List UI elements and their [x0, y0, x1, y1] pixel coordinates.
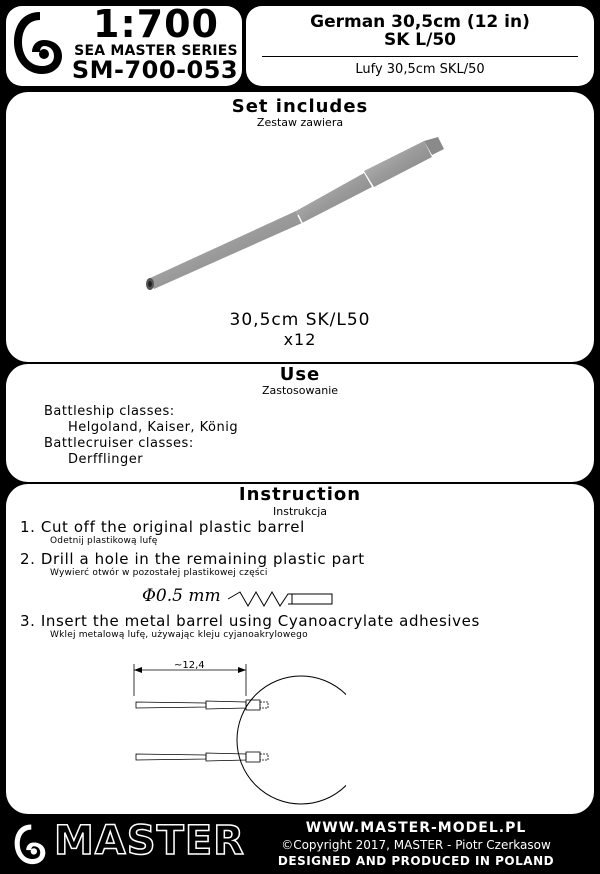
set-includes-heading: Set includes — [231, 96, 369, 117]
use-heading-pl: Zastosowanie — [261, 384, 339, 397]
master-logo-icon — [10, 8, 66, 80]
step-3-text-pl: Wklej metalową lufę, używając kleju cyjanoakrylowego — [50, 630, 308, 640]
copyright-notice: ©Copyright 2017, MASTER - Piotr Czerkasow — [281, 838, 551, 852]
drill-size-label: Φ0.5 mm — [142, 586, 221, 606]
dimension-label: ~12,4 — [174, 660, 205, 671]
step-1-text-pl: Odetnij plastikową lufę — [50, 536, 158, 546]
master-logo-icon — [8, 822, 52, 868]
website-url[interactable]: WWW.MASTER-MODEL.PL — [305, 820, 527, 836]
battleship-classes-label: Battleship classes: — [44, 404, 175, 419]
product-title-line2: SK L/50 — [383, 30, 457, 50]
product-title-line1: German 30,5cm (12 in) — [310, 12, 530, 32]
set-includes-heading-pl: Zestaw zawiera — [256, 116, 344, 129]
product-code: SM-700-053 — [71, 56, 239, 84]
installation-diagram — [106, 634, 346, 814]
instruction-panel — [6, 484, 594, 814]
step-1-text: 1. Cut off the original plastic barrel — [20, 518, 305, 536]
step-3-text: 3. Insert the metal barrel using Cyanoacrylate adhesives — [20, 612, 480, 630]
part-name: 30,5cm SK/L50 — [229, 310, 371, 330]
battlecruiser-classes-label: Battlecruiser classes: — [44, 436, 194, 451]
drill-bit-icon — [226, 588, 336, 610]
instruction-heading-pl: Instrukcja — [273, 505, 327, 518]
step-2-text-pl: Wywierć otwór w pozostałej plastikowej części — [50, 568, 268, 578]
product-subtitle: Lufy 30,5cm SKL/50 — [355, 62, 485, 77]
scale-label: 1:700 — [93, 2, 219, 46]
use-panel — [6, 364, 594, 482]
battleship-classes-list: Helgoland, Kaiser, König — [68, 420, 239, 435]
use-heading: Use — [279, 364, 321, 385]
header-divider — [262, 56, 578, 57]
brand-wordmark: MASTER — [54, 818, 245, 864]
production-note: DESIGNED AND PRODUCED IN POLAND — [277, 854, 555, 868]
part-quantity: x12 — [283, 330, 317, 349]
set-includes-panel — [6, 92, 594, 362]
series-label: SEA MASTER SERIES — [74, 43, 238, 59]
instruction-heading: Instruction — [238, 484, 362, 505]
barrel-illustration — [126, 127, 466, 317]
battlecruiser-classes-list: Derfflinger — [68, 452, 144, 467]
step-2-text: 2. Drill a hole in the remaining plastic part — [20, 550, 365, 568]
